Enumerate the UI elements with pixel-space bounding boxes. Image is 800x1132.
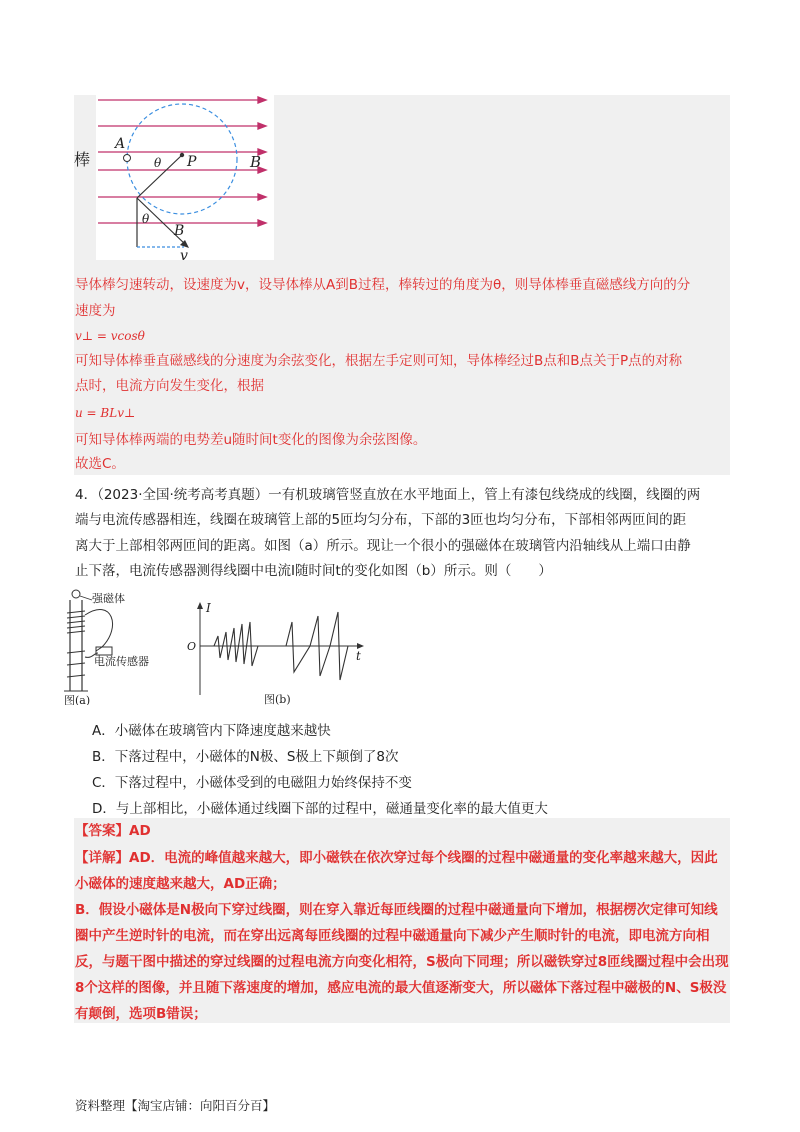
figure-a-coil <box>62 587 172 705</box>
formula-u: u = BLv⊥ <box>75 406 136 420</box>
pivot-A <box>124 155 131 162</box>
solution-line-1: 导体棒匀速转动，设速度为v，设导体棒从A到B过程，棒转过的角度为θ，则导体棒垂直磁感线方向的分 <box>75 277 691 293</box>
label-bang: 棒 <box>74 150 91 169</box>
option-d: D．与上部相比，小磁体通过线圈下部的过程中，磁通量变化率的最大值更大 <box>92 801 548 817</box>
solution-line-4: 点时，电流方向发生变化，根据 <box>75 378 264 394</box>
label-theta1: θ <box>154 156 162 170</box>
label-B-field: B <box>250 153 262 171</box>
rod-field-figure <box>74 95 274 265</box>
question4-line-1: 4．（2023·全国·统考高考真题）一有机玻璃管竖直放在水平地面上，管上有漆包线绕成的线圈，线圈的两 <box>75 487 701 503</box>
magnet-label: 强磁体 <box>92 592 125 605</box>
origin-label: O <box>187 640 197 653</box>
label-A: A <box>115 136 126 152</box>
option-a: A．小磁体在玻璃管内下降速度越来越快 <box>92 723 331 739</box>
footer-source: 资料整理【淘宝店铺：向阳百分百】 <box>75 1098 276 1113</box>
figure-b-current-graph <box>182 600 372 708</box>
solution-line-5: 可知导体棒两端的电势差u随时间t变化的图像为余弦图像。 <box>75 432 427 448</box>
answer-label: 【答案】AD <box>75 823 151 839</box>
sensor-label: 电流传感器 <box>94 655 149 668</box>
question4-line-2: 端与电流传感器相连，线圈在玻璃管上部的5匝均匀分布，下部的3匝也均匀分布，下部相邻两匝间的距 <box>75 512 687 528</box>
solution-line-6: 故选C。 <box>75 456 125 472</box>
option-c: C．下落过程中，小磁体受到的电磁阻力始终保持不变 <box>92 775 412 791</box>
y-axis-label: I <box>206 601 211 615</box>
option-b: B．下落过程中，小磁体的N极、S极上下颠倒了8次 <box>92 749 399 765</box>
solution-line-2: 速度为 <box>75 303 116 319</box>
label-theta2: θ <box>142 212 150 226</box>
x-axis-label: t <box>356 649 361 663</box>
question4-line-4: 止下落，电流传感器测得线圈中电流I随时间t的变化如图（b）所示。则（ ） <box>75 563 552 579</box>
answer-detail-b: B．假设小磁体是N极向下穿过线圈，则在穿入靠近每匝线圈的过程中磁通量向下增加，根据楞次定律可知线圈中产生逆时针的电流，而在穿出远离每匝线圈的过程中磁通量向下减少产生顺时针的电流，即电流方向相反，与题干图中描述的穿过线圈的过程电流方向变化相符，S极向下同理；所以磁铁穿过8匝线圈过程中会出现8个这样的图像，并且随下落速度的增加，感应电流的最大值逐渐变大，所以磁体下落过程中磁极的N、S极没有颠倒，选项B错误； <box>75 902 729 1022</box>
solution-line-3: 可知导体棒垂直磁感线的分速度为余弦变化，根据左手定则可知，导体棒经过B点和B点关于P点的对称 <box>75 353 683 369</box>
question4-line-3: 离大于上部相邻两匝间的距离。如图（a）所示。现让一个很小的强磁体在玻璃管内沿轴线从上端口由静 <box>75 538 691 554</box>
answer-detail-ad: 【详解】AD．电流的峰值越来越大，即小磁铁在依次穿过每个线圈的过程中磁通量的变化率越来越大，因此小磁体的速度越来越大，AD正确； <box>75 850 718 892</box>
figure-b-caption: 图(b) <box>264 693 291 706</box>
label-B-point: B <box>174 223 185 239</box>
figure-a-caption: 图(a) <box>64 694 91 705</box>
formula-v-perp: v⊥ = vcosθ <box>75 329 145 343</box>
label-P: P <box>187 154 197 170</box>
label-v: v <box>180 248 188 264</box>
